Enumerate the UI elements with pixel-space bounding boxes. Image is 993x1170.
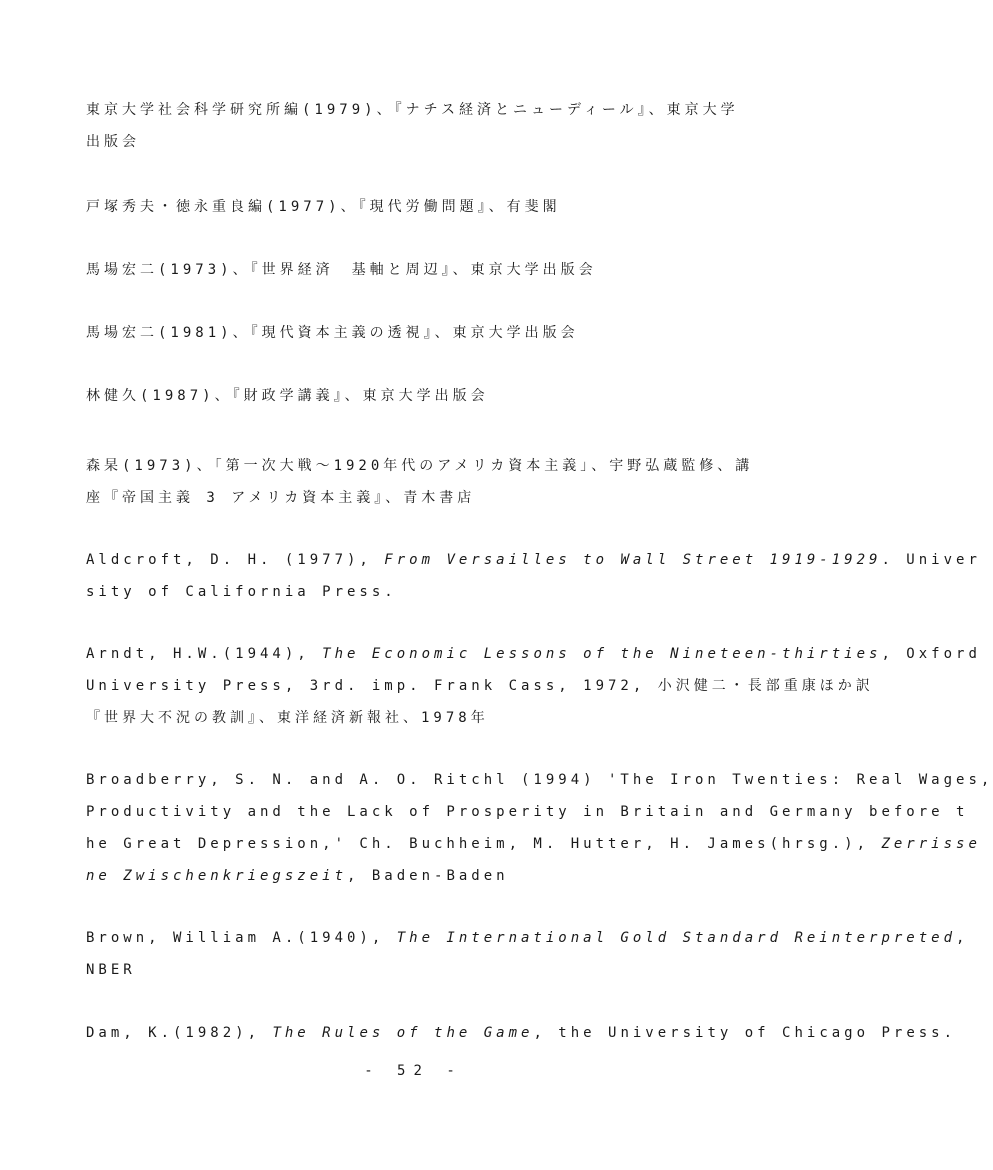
reference-text: , [956, 930, 969, 946]
reference-line [86, 638, 981, 670]
reference-text: sity of California Press. [86, 584, 397, 600]
reference-text: 東京大学社会科学研究所編(1979)、『ナチス経済とニューディール』、東京大学 [86, 102, 739, 118]
reference-line [86, 450, 756, 482]
reference-text: University Press, 3rd. imp. Frank Cass, 1972, 小沢健二・長部重康ほか訳 [86, 678, 874, 694]
reference-text: 林健久(1987)、『財政学講義』、東京大学出版会 [86, 388, 489, 404]
reference-title-text: From Versailles to Wall Street 1919-1929 [384, 552, 882, 568]
reference-entry [86, 254, 756, 286]
reference-text: Dam, K.(1982), [86, 1025, 273, 1041]
reference-line [86, 544, 981, 576]
reference-entry [86, 450, 756, 514]
reference-text: Productivity and the Lack of Prosperity in Britain and Germany before t [86, 804, 969, 820]
reference-line [86, 317, 756, 349]
reference-text: 出版会 [86, 134, 140, 150]
reference-text: 戸塚秀夫・徳永重良編(1977)、『現代労働問題』、有斐閣 [86, 199, 561, 215]
reference-line [86, 254, 756, 286]
reference-title-text: The International Gold Standard Reinterpreted [396, 930, 957, 946]
reference-text: , Baden-Baden [347, 868, 509, 884]
reference-text: NBER [86, 962, 136, 978]
reference-entry [86, 317, 756, 349]
reference-line [86, 380, 756, 412]
reference-title-text: Zerrisse [881, 836, 981, 852]
reference-entry [86, 764, 993, 892]
reference-entry [86, 544, 981, 608]
reference-text: 座『帝国主義 3 アメリカ資本主義』、青木書店 [86, 490, 476, 506]
reference-line [86, 702, 756, 734]
reference-text: . Univer [881, 552, 981, 568]
reference-line [86, 94, 756, 126]
reference-line [86, 191, 756, 223]
reference-line [86, 796, 969, 828]
reference-line [86, 828, 981, 860]
reference-text: Arndt, H.W.(1944), [86, 646, 323, 662]
reference-entry [86, 94, 756, 158]
reference-title-text: The Rules of the Game [272, 1025, 534, 1041]
reference-line [86, 1017, 957, 1049]
reference-entry [86, 191, 756, 223]
reference-text: Aldcroft, D. H. (1977), [86, 552, 385, 568]
reference-line [86, 576, 756, 608]
reference-line [86, 126, 756, 158]
reference-line [86, 764, 993, 796]
reference-entry [86, 922, 969, 986]
reference-text: 『世界大不況の教訓』、東洋経済新報社、1978年 [86, 710, 489, 726]
reference-text: Broadberry, S. N. and A. O. Ritchl (1994) 'The Iron Twenties: Real Wages, [86, 772, 993, 788]
reference-text: , Oxford [881, 646, 981, 662]
reference-title-text: ne Zwischenkriegszeit [86, 868, 348, 884]
reference-text: he Great Depression,' Ch. Buchheim, M. Hutter, H. James(hrsg.), [86, 836, 882, 852]
reference-line [86, 860, 756, 892]
reference-line [86, 670, 874, 702]
reference-text: 馬場宏二(1973)、『世界経済 基軸と周辺』、東京大学出版会 [86, 262, 597, 278]
reference-entry [86, 380, 756, 412]
reference-title-text: The Economic Lessons of the Nineteen-thirties [322, 646, 882, 662]
reference-text: 森杲(1973)、「第一次大戦～1920年代のアメリカ資本主義」、宇野弘蔵監修、講 [86, 458, 754, 474]
reference-entry [86, 638, 981, 734]
reference-entry [86, 1017, 957, 1049]
page-number: - 52 - [364, 1063, 463, 1079]
reference-text: , the University of Chicago Press. [533, 1025, 957, 1041]
reference-line [86, 954, 756, 986]
reference-text: 馬場宏二(1981)、『現代資本主義の透視』、東京大学出版会 [86, 325, 579, 341]
reference-line [86, 482, 756, 514]
reference-line [86, 922, 969, 954]
reference-text: Brown, William A.(1940), [86, 930, 397, 946]
